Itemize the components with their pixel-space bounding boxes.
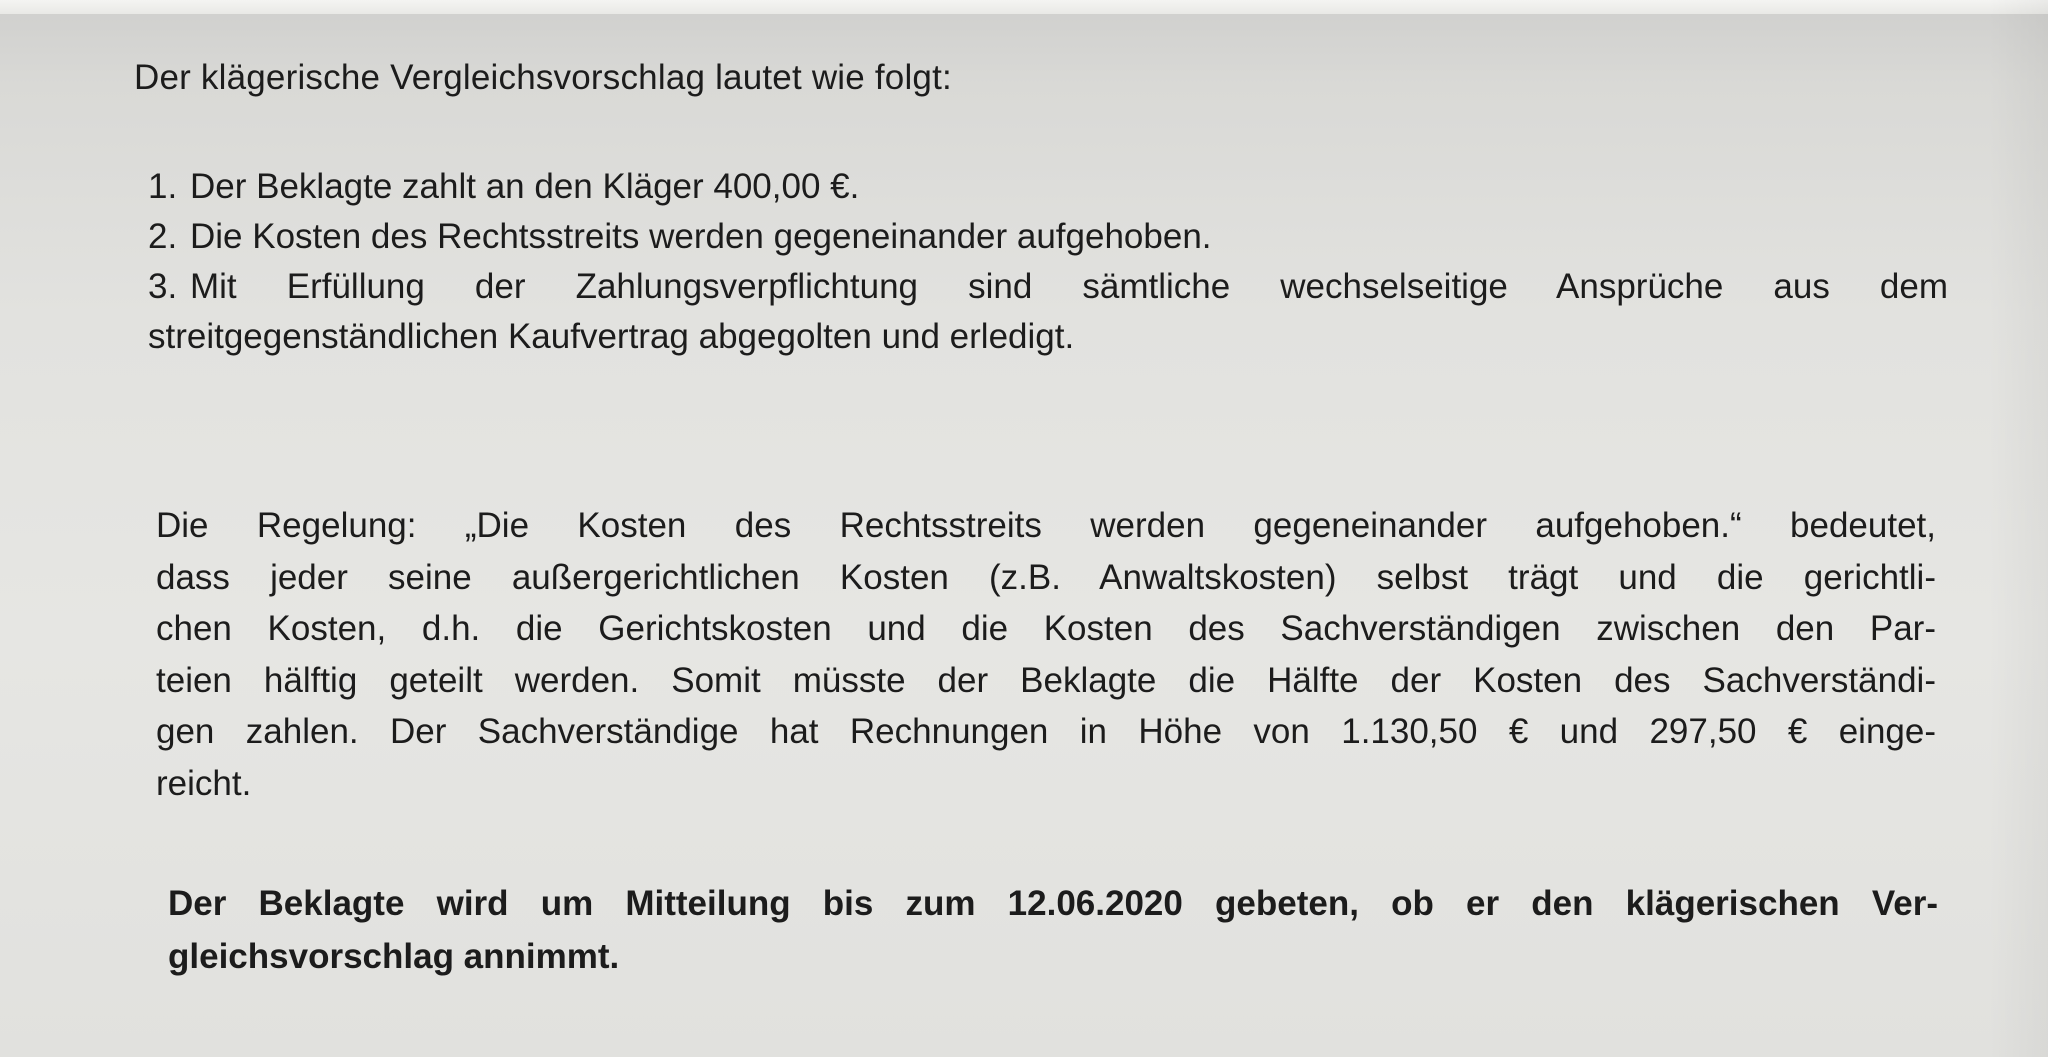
- paragraph-line: chen Kosten, d.h. die Gerichtskosten und die Kosten des Sachverständigen zwischen den Par-: [156, 609, 1936, 649]
- paragraph-line: Die Regelung: „Die Kosten des Rechtsstreits werden gegeneinander aufgehoben.“ bedeutet,: [156, 506, 1936, 545]
- closing-line: Der Beklagte wird um Mitteilung bis zum 12.06.2020 gebeten, ob er den klägerischen Ver-: [168, 884, 1938, 923]
- closing-request: [168, 877, 1938, 983]
- list-item-line: [148, 262, 1948, 312]
- explanation-paragraph: [156, 500, 1936, 810]
- list-item-text: Mit Erfüllung der Zahlungsverpflichtung sind sämtliche wechselseitige Ansprüche aus dem: [190, 267, 1948, 306]
- list-item: [148, 212, 1948, 262]
- list-item-number: 2.: [148, 217, 178, 256]
- list-item-text: Die Kosten des Rechtsstreits werden gegeneinander aufgehoben.: [190, 217, 1212, 256]
- list-item: [148, 162, 1948, 212]
- settlement-terms-list: [148, 162, 1948, 362]
- paragraph-line: teien hälftig geteilt werden. Somit müsste der Beklagte die Hälfte der Kosten des Sachverständi-: [156, 660, 1936, 700]
- list-item-text: Der Beklagte zahlt an den Kläger 400,00 €.: [190, 167, 860, 206]
- list-item-line: streitgegenständlichen Kaufvertrag abgegolten und erledigt.: [148, 317, 1075, 356]
- list-item: [148, 262, 1948, 362]
- list-item-number: 3.: [148, 267, 178, 306]
- closing-line: gleichsvorschlag annimmt.: [168, 937, 620, 976]
- paragraph-line: gen zahlen. Der Sachverständige hat Rechnungen in Höhe von 1.130,50 € und 297,50 € einge-: [156, 712, 1936, 752]
- paragraph-line: reicht.: [156, 763, 252, 803]
- intro-text: Der klägerische Vergleichsvorschlag lautet wie folgt:: [134, 58, 952, 97]
- paragraph-line: dass jeder seine außergerichtlichen Kosten (z.B. Anwaltskosten) selbst trägt und die gerichtli-: [156, 557, 1936, 597]
- list-item-number: 1.: [148, 167, 178, 206]
